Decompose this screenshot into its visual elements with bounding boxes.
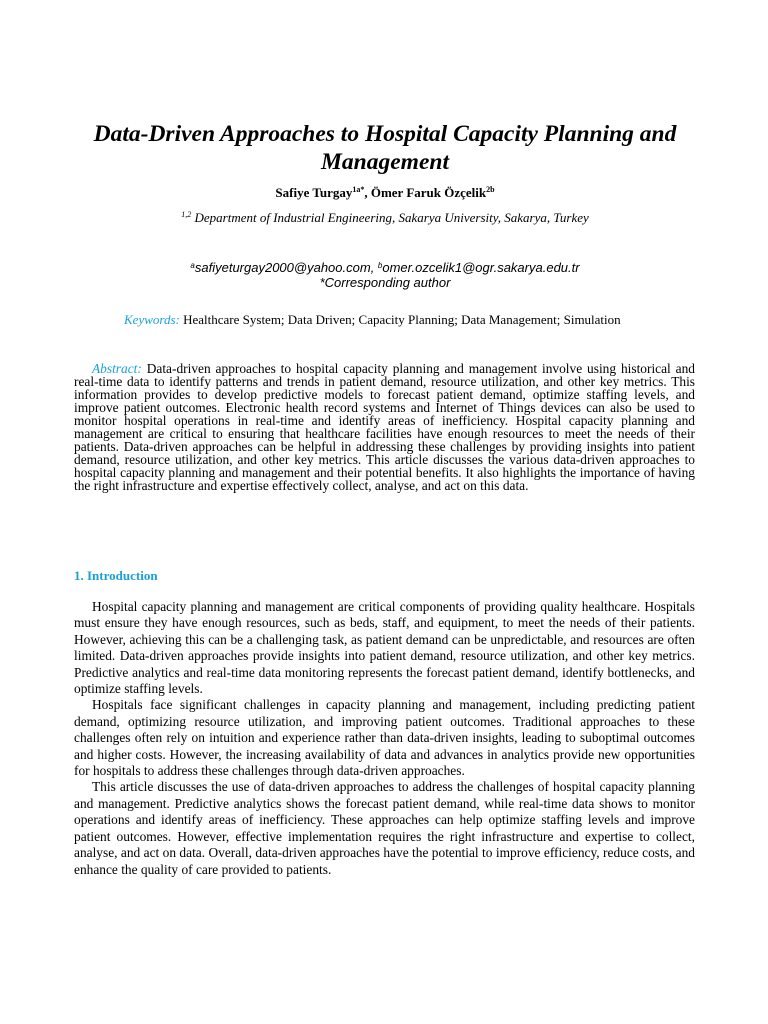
- author-name: Safiye Turgay: [275, 185, 353, 200]
- affiliation-superscript: 1,2: [181, 210, 192, 219]
- email-link[interactable]: safiyeturgay2000@yahoo.com: [194, 260, 371, 275]
- body-paragraph: Hospital capacity planning and management are critical components of providing quality healthcare. Hospitals must ensure they have enough resources, such as beds, staff, and equipment, to meet the needs of their patients. However, achieving this can be a challenging task, as patient demand can be unpredictable, and resources are often limited. Data-driven approaches provide insights into patient demand, resource utilization, and other key metrics. Predictive analytics and real-time data monitoring represents the forecast patient demand, identify bottlenecks, and optimize staffing levels.: [74, 599, 695, 697]
- body-paragraph: This article discusses the use of data-driven approaches to address the challenges of hospital capacity planning and management. Predictive analytics shows the forecast patient demand, while real-time data shows to monitor operations and identify areas of inefficiency. These approaches can help optimize staffing levels and improve patient outcomes. However, effective implementation requires the right infrastructure and expertise to collect, analyse, and act on data. Overall, data-driven approaches have the potential to improve efficiency, reduce costs, and enhance the quality of care provided to patients.: [74, 779, 695, 877]
- abstract-label: Abstract:: [92, 361, 142, 376]
- keywords-block: [124, 311, 694, 328]
- corresponding-author-note: *Corresponding author: [319, 275, 451, 290]
- email-superscript: a: [190, 261, 195, 270]
- author-name: Ömer Faruk Özçelik: [370, 185, 487, 200]
- abstract-block: [74, 362, 695, 492]
- author-separator: ,: [364, 185, 371, 200]
- body-paragraph: Hospitals face significant challenges in capacity planning and management, including predicting patient demand, optimizing resource utilization, and improving patient outcomes. Traditional approaches to these challenges often rely on intuition and experience rather than data-driven insights, leading to suboptimal outcomes and higher costs. However, the increasing availability of data and advances in analytics provide new opportunities for hospitals to address these challenges through data-driven approaches.: [74, 697, 695, 779]
- keywords-text: Healthcare System; Data Driven; Capacity Planning; Data Management; Simulation: [179, 312, 621, 327]
- author-superscript: 2b: [486, 185, 495, 194]
- email-link[interactable]: omer.ozcelik1@ogr.sakarya.edu.tr: [382, 260, 580, 275]
- email-separator: ,: [370, 260, 378, 275]
- affiliation-text: Department of Industrial Engineering, Sakarya University, Sakarya, Turkey: [191, 210, 589, 225]
- affiliation: [74, 207, 696, 226]
- author-list: [74, 182, 696, 201]
- contact-emails: [74, 258, 696, 290]
- keywords-label: Keywords:: [124, 312, 180, 327]
- email-line: [74, 258, 696, 275]
- email-superscript: b: [377, 261, 383, 270]
- paper-title: Data-Driven Approaches to Hospital Capacity Planning and Management: [93, 121, 677, 175]
- section-body: [74, 599, 695, 878]
- abstract-text: Data-driven approaches to hospital capacity planning and management involve using historical and real-time data to identify patterns and trends in patient demand, resource utilization, and other key metrics. This information provides to develop predictive models to forecast patient demand, optimize staffing levels, and improve patient outcomes. Electronic health record systems and Internet of Things devices can also be used to monitor hospital operations in real-time and identify areas of inefficiency. Hospital capacity planning and management are critical to ensuring that healthcare facilities have enough resources to meet the needs of their patients. Data-driven approaches can be helpful in addressing these challenges by providing insights into patient demand, resource utilization, and other key metrics. This article discusses the various data-driven approaches to hospital capacity planning and management and their potential benefits. It also highlights the importance of having the right infrastructure and expertise effectively collect, analyse, and act on this data.: [74, 361, 695, 493]
- author-superscript: 1a*: [352, 185, 365, 194]
- section-heading: 1. Introduction: [74, 568, 158, 583]
